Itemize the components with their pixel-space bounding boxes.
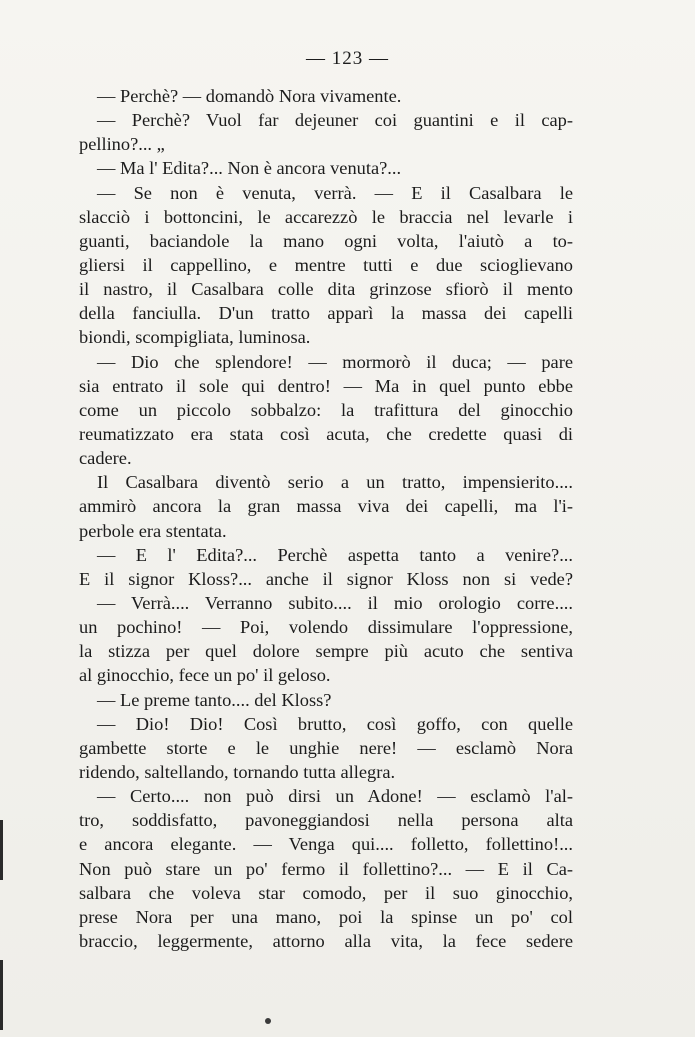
- text-line: salbara che voleva star comodo, per il suo ginocchio,: [79, 882, 573, 903]
- ink-speck: [265, 1018, 271, 1024]
- page-number: — 123 —: [306, 48, 389, 69]
- text-line: ammirò ancora la gran massa viva dei capelli, ma l'i-: [79, 496, 573, 517]
- text-line: — Perchè? Vuol far dejeuner coi guantini e il cap-: [97, 110, 573, 131]
- text-line: della fanciulla. D'un tratto apparì la massa dei capelli: [79, 303, 573, 324]
- text-line: — Ma l' Edita?... Non è ancora venuta?...: [97, 158, 402, 179]
- text-line: la stizza per quel dolore sempre più acuto che sentiva: [79, 641, 573, 662]
- text-line: reumatizzato era stata così acuta, che credette quasi di: [79, 423, 573, 444]
- text-line: perbole era stentata.: [79, 520, 227, 541]
- text-line: Non può stare un po' fermo il follettino?... — E il Ca-: [79, 858, 573, 879]
- text-line: ridendo, saltellando, tornando tutta allegra.: [79, 761, 396, 782]
- text-line: il nastro, il Casalbara colle dita grinzose sfiorò il mento: [79, 279, 573, 300]
- text-line: biondi, scompigliata, luminosa.: [79, 327, 311, 348]
- text-line: — E l' Edita?... Perchè aspetta tanto a venire?...: [97, 544, 573, 565]
- text-line: al ginocchio, fece un po' il geloso.: [79, 665, 331, 686]
- text-line: — Le preme tanto.... del Kloss?: [97, 689, 332, 710]
- text-line: cadere.: [79, 448, 132, 469]
- text-line: e ancora elegante. — Venga qui.... folletto, follettino!...: [79, 834, 573, 855]
- text-line: slacciò i bottoncini, le accarezzò le braccia nel levarle i: [79, 206, 573, 227]
- text-line: braccio, leggermente, attorno alla vita, la fece sedere: [79, 930, 573, 951]
- text-line: E il signor Kloss?... anche il signor Kloss non si vede?: [79, 568, 573, 589]
- body-text: [79, 84, 573, 953]
- text-line: come un piccolo sobbalzo: la trafittura del ginocchio: [79, 399, 573, 420]
- text-line: Il Casalbara diventò serio a un tratto, impensierito....: [97, 472, 573, 493]
- text-line: prese Nora per una mano, poi la spinse un po' col: [79, 906, 573, 927]
- text-line: gambette storte e le unghie nere! — esclamò Nora: [79, 737, 573, 758]
- text-line: pellino?... „: [79, 134, 165, 155]
- text-line: sia entrato il sole qui dentro! — Ma in quel punto ebbe: [79, 375, 573, 396]
- text-line: — Se non è venuta, verrà. — E il Casalbara le: [97, 182, 573, 203]
- text-line: tro, soddisfatto, pavoneggiandosi nella persona alta: [79, 810, 573, 831]
- text-line: — Perchè? — domandò Nora vivamente.: [97, 86, 402, 106]
- text-line: — Dio che splendore! — mormorò il duca; — pare: [97, 351, 573, 372]
- text-line: guanti, baciandole la mano ogni volta, l'aiutò a to-: [79, 230, 573, 251]
- text-line: un pochino! — Poi, volendo dissimulare l'oppressione,: [79, 617, 573, 638]
- page-edge-mark: [0, 820, 3, 880]
- text-line: — Dio! Dio! Così brutto, così goffo, con quelle: [97, 713, 573, 734]
- text-line: gliersi il cappellino, e mentre tutti e due scioglievano: [79, 254, 573, 275]
- text-line: — Verrà.... Verranno subito.... il mio orologio corre....: [97, 592, 573, 613]
- text-line: — Certo.... non può dirsi un Adone! — esclamò l'al-: [97, 786, 573, 807]
- page-edge-mark: [0, 960, 3, 1030]
